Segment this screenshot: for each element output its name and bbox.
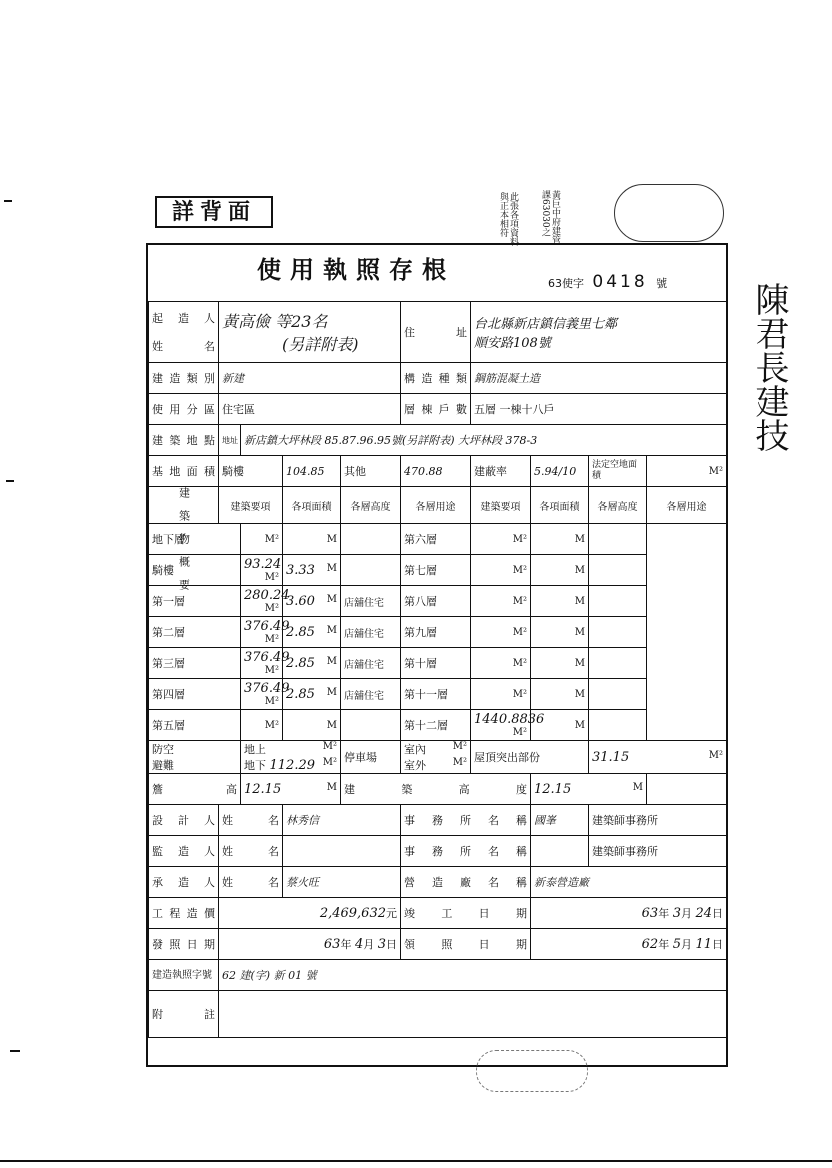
margin-mark <box>4 200 12 202</box>
floor-height-right: M <box>531 524 589 555</box>
margin-mark <box>10 1050 20 1052</box>
issue-date-value: 63年 4月 3日 <box>219 929 401 960</box>
floor-area: 376.49 M² <box>241 679 283 710</box>
floor-height: 3.60 M <box>283 586 341 617</box>
address-label: 住址 <box>401 302 471 363</box>
supervisor-role: 監造人 <box>149 836 219 867</box>
floor-label-right: 第十一層 <box>401 679 471 710</box>
floor-label-right: 第六層 <box>401 524 471 555</box>
zone-value: 住宅區 <box>219 394 401 425</box>
supervisor-name-label: 姓名 <box>219 836 283 867</box>
struct-value: 鋼筋混凝土造 <box>471 363 727 394</box>
floor-label: 第二層 <box>149 617 241 648</box>
side-handwriting: 陳君長建技 <box>749 282 789 452</box>
site-sub-label: 地址 <box>219 425 241 456</box>
bldg-height-value: 12.15 M <box>531 774 647 805</box>
cost-label: 工程造價 <box>149 898 219 929</box>
floor-height-right: M <box>531 586 589 617</box>
bldg-type-label: 建造類別 <box>149 363 219 394</box>
floor-use <box>341 710 401 741</box>
cost-value: 2,469,632元 <box>219 898 401 929</box>
floor-height: M <box>283 524 341 555</box>
floor-label-right: 第八層 <box>401 586 471 617</box>
floor-height-right: M <box>531 648 589 679</box>
roof-label: 屋頂突出部份 <box>471 741 589 774</box>
floor-height: 3.33 M <box>283 555 341 586</box>
corner-note-a: 此張各項資料與正本相符 <box>498 192 518 246</box>
permit-number: 63使字 0418 號 <box>548 272 668 292</box>
floor-height-right: M <box>531 617 589 648</box>
floor-label-right: 第十二層 <box>401 710 471 741</box>
head-use-left: 各層用途 <box>401 487 471 524</box>
floors-value: 五層 一棟十八戶 <box>471 394 727 425</box>
floor-use: 店舖住宅 <box>341 617 401 648</box>
supervisor-office <box>531 836 589 867</box>
designer-office-label: 事務所名稱 <box>401 805 531 836</box>
legal-open-label: 法定空地面積 <box>589 456 647 487</box>
registry-stamp <box>614 184 724 242</box>
issue-date-label: 發照日期 <box>149 929 219 960</box>
floor-area-right: M² <box>471 648 531 679</box>
supervisor-stamp: 建築師事務所 <box>589 836 727 867</box>
floor-use-right <box>589 648 647 679</box>
bldg-type-value: 新建 <box>219 363 401 394</box>
floor-row <box>149 524 727 555</box>
floor-use-right <box>589 679 647 710</box>
zone-label: 使用分區 <box>149 394 219 425</box>
floor-area-right: M² <box>471 555 531 586</box>
floor-use-right <box>589 710 647 741</box>
head-item-left: 建築要項 <box>219 487 283 524</box>
floor-area: 376.49 M² <box>241 648 283 679</box>
legal-open-value: M² <box>647 456 727 487</box>
designer-office: 國峯 <box>531 805 589 836</box>
archive-seal <box>476 1050 588 1092</box>
floor-height: 2.85 M <box>283 679 341 710</box>
build-permit-label: 建造執照字號 <box>149 960 219 991</box>
designer-name-label: 姓名 <box>219 805 283 836</box>
contractor-role: 承造人 <box>149 867 219 898</box>
floor-use-right <box>589 617 647 648</box>
floor-use: 店舖住宅 <box>341 679 401 710</box>
floor-area-right: 1440.8836 M² <box>471 710 531 741</box>
head-item-right: 建築要項 <box>471 487 531 524</box>
contractor-office: 新泰營造廠 <box>531 867 727 898</box>
building-summary-label: 建築物概要 <box>149 487 219 524</box>
qilou-label: 騎樓 <box>219 456 283 487</box>
floor-use-right <box>589 524 647 555</box>
floor-row <box>149 586 727 617</box>
head-use-right: 各層用途 <box>647 487 727 524</box>
site-label: 建築地點 <box>149 425 219 456</box>
owner-label: 起造人 姓名 <box>149 302 219 363</box>
floor-row <box>149 710 727 741</box>
floor-row <box>149 648 727 679</box>
note-value <box>219 991 727 1038</box>
floor-area-right: M² <box>471 617 531 648</box>
shelter-values: 地上 M² 地下 112.29 M² <box>241 741 341 774</box>
margin-mark <box>6 480 14 482</box>
floor-row <box>149 679 727 710</box>
parking-values: 室內 M² 室外 M² <box>401 741 471 774</box>
floor-use-right <box>589 586 647 617</box>
floor-area: M² <box>241 710 283 741</box>
struct-label: 構造種類 <box>401 363 471 394</box>
owner-address: 台北縣新店鎮信義里七鄰 順安路108號 <box>471 302 727 363</box>
floor-height: 2.85 M <box>283 617 341 648</box>
shelter-label: 防空 避難 <box>149 741 241 774</box>
claim-date-label: 領照日期 <box>401 929 531 960</box>
eave-height-label: 簷高 <box>149 774 241 805</box>
floor-area: 93.24 M² <box>241 555 283 586</box>
bottom-rule <box>0 1160 832 1162</box>
head-height-right: 各層高度 <box>589 487 647 524</box>
floor-area: 376.49 M² <box>241 617 283 648</box>
floor-label: 第一層 <box>149 586 241 617</box>
permit-table <box>148 301 727 1038</box>
supervisor-office-label: 事務所名稱 <box>401 836 531 867</box>
floor-use: 店舖住宅 <box>341 648 401 679</box>
floor-label: 騎樓 <box>149 555 241 586</box>
floor-area-right: M² <box>471 586 531 617</box>
head-area-right: 各項面積 <box>531 487 589 524</box>
floor-use <box>341 524 401 555</box>
form-title: 使用執照存根 <box>257 255 455 284</box>
floors-label: 層棟戶數 <box>401 394 471 425</box>
claim-date-value: 62年 5月 11日 <box>531 929 727 960</box>
done-date-value: 63年 3月 24日 <box>531 898 727 929</box>
head-height-left: 各層高度 <box>341 487 401 524</box>
corner-note-b: 黃巨中府建管課63030之 <box>540 190 560 244</box>
done-date-label: 竣工日期 <box>401 898 531 929</box>
floor-area-right: M² <box>471 679 531 710</box>
parking-label: 停車場 <box>341 741 401 774</box>
build-permit-value: 62 建(字) 新 01 號 <box>219 960 727 991</box>
floor-label-right: 第七層 <box>401 555 471 586</box>
floor-row <box>149 617 727 648</box>
back-side-tag: 詳背面 <box>155 196 273 228</box>
ratio-value: 5.94/10 <box>531 456 589 487</box>
contractor-office-label: 營造廠名稱 <box>401 867 531 898</box>
floor-height-right: M <box>531 679 589 710</box>
roof-value: 31.15 M² <box>589 741 727 774</box>
floor-area: 280.24 M² <box>241 586 283 617</box>
floor-use-right <box>589 555 647 586</box>
base-label: 基地面積 <box>149 456 219 487</box>
qilou-value: 104.85 <box>283 456 341 487</box>
other-label: 其他 <box>341 456 401 487</box>
floor-label-right: 第九層 <box>401 617 471 648</box>
ratio-label: 建蔽率 <box>471 456 531 487</box>
bldg-height-label: 建築高度 <box>341 774 531 805</box>
supervisor-name <box>283 836 401 867</box>
floor-height-right: M <box>531 710 589 741</box>
floor-label: 第四層 <box>149 679 241 710</box>
floor-label-right: 第十層 <box>401 648 471 679</box>
floor-area-right: M² <box>471 524 531 555</box>
floor-area: M² <box>241 524 283 555</box>
floor-height: 2.85 M <box>283 648 341 679</box>
note-label: 附註 <box>149 991 219 1038</box>
site-value: 新店鎮大坪林段 85.87.96.95號(另詳附表) 大坪林段 378-3 <box>241 425 727 456</box>
floor-height: M <box>283 710 341 741</box>
floor-label: 第三層 <box>149 648 241 679</box>
contractor-name-label: 姓名 <box>219 867 283 898</box>
head-area-left: 各項面積 <box>283 487 341 524</box>
owner-name: 黃高儉 等23名 (另詳附表) <box>219 302 401 363</box>
designer-name: 林秀信 <box>283 805 401 836</box>
owner-row <box>149 302 727 363</box>
floor-row <box>149 555 727 586</box>
other-value: 470.88 <box>401 456 471 487</box>
floor-label: 第五層 <box>149 710 241 741</box>
designer-role: 設計人 <box>149 805 219 836</box>
floor-use: 店舖住宅 <box>341 586 401 617</box>
designer-stamp: 建築師事務所 <box>589 805 727 836</box>
floor-label: 地下層 <box>149 524 241 555</box>
floor-use <box>341 555 401 586</box>
floor-height-right: M <box>531 555 589 586</box>
contractor-name: 蔡火旺 <box>283 867 401 898</box>
eave-height-value: 12.15 M <box>241 774 341 805</box>
